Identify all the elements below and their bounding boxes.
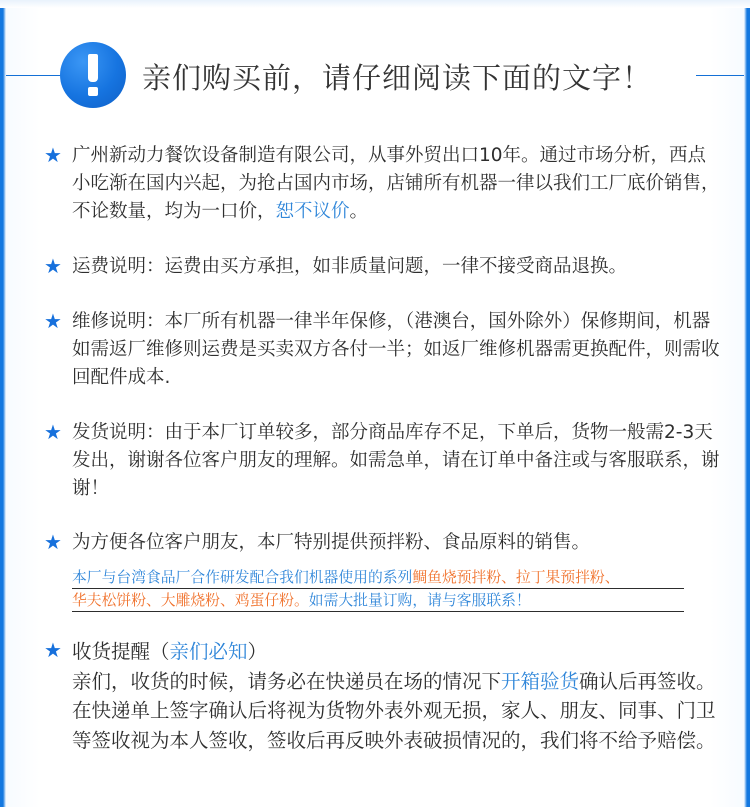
star-icon: ★ bbox=[44, 420, 62, 444]
materials-text: 为方便各位客户朋友，本厂特别提供预拌粉、食品原料的销售。 bbox=[72, 532, 591, 553]
notice-item-shipping-fee bbox=[44, 253, 724, 281]
exclamation-icon bbox=[60, 42, 126, 108]
notice-item-receipt bbox=[44, 637, 724, 755]
header-rule-left bbox=[6, 75, 64, 76]
promo-box bbox=[72, 566, 684, 612]
header-rule-right bbox=[696, 75, 744, 76]
no-bargain-highlight: 恕不议价 bbox=[275, 201, 350, 222]
header bbox=[0, 38, 750, 110]
inspect-highlight: 开箱验货 bbox=[501, 669, 580, 693]
page-title: 亲们购买前，请仔细阅读下面的文字！ bbox=[142, 61, 653, 95]
promo-line-1: 本厂与台湾食品厂合作研发配合我们机器使用的系列鲷鱼烧预拌粉、拉丁果预拌粉、 bbox=[72, 566, 684, 589]
repair-text: 维修说明：本厂所有机器一律半年保修，（港澳台，国外除外）保修期间，机器如需返厂维修则运费是买卖双方各付一半；如返厂维修机器需更换配件，则需收回配件成本. bbox=[72, 311, 720, 388]
notice-item-materials bbox=[44, 529, 724, 557]
delivery-text: 发货说明：由于本厂订单较多，部分商品库存不足，下单后，货物一般需2-3天发出，谢谢各位客户朋友的理解。如需急单，请在订单中备注或与客服联系，谢谢！ bbox=[72, 422, 720, 499]
star-icon: ★ bbox=[44, 143, 62, 167]
company-text: 广州新动力餐饮设备制造有限公司，从事外贸出口10年。通过市场分析，西点小吃渐在国内兴起，为抢占国内市场，店铺所有机器一律以我们工厂底价销售，不论数量，均为一口价， bbox=[72, 145, 720, 222]
notice-item-company: ★ 广州新动力餐饮设备制造有限公司，从事外贸出口10年。通过市场分析，西点小吃渐在国内兴起，为抢占国内市场，店铺所有机器一律以我们工厂底价销售，不论数量，均为一口价，恕不议价。 bbox=[44, 143, 720, 222]
promo-line-2: 华夫松饼粉、大雕烧粉、鸡蛋仔粉。如需大批量订购，请与客服联系！ bbox=[72, 589, 684, 612]
receipt-title: 收货提醒（亲们必知） bbox=[72, 640, 268, 663]
star-icon: ★ bbox=[44, 638, 62, 662]
receipt-body: 亲们，收货的时候，请务必在快递员在场的情况下开箱验货确认后再签收。在快递单上签字确认后将视为货物外表外观无损，家人、朋友、同事、门卫等签收视为本人签收，签收后再反映外表破损情况的，我们将不给予赔偿。 bbox=[72, 669, 716, 752]
shipping-fee-text: 运费说明：运费由买方承担，如非质量问题，一律不接受商品退换。 bbox=[72, 256, 628, 277]
star-icon: ★ bbox=[44, 309, 62, 333]
must-know-highlight: 亲们必知 bbox=[169, 640, 248, 663]
star-icon: ★ bbox=[44, 530, 62, 554]
notice-item-repair bbox=[44, 308, 724, 392]
star-icon: ★ bbox=[44, 254, 62, 278]
notice-item-delivery bbox=[44, 419, 724, 503]
top-band bbox=[0, 0, 750, 8]
